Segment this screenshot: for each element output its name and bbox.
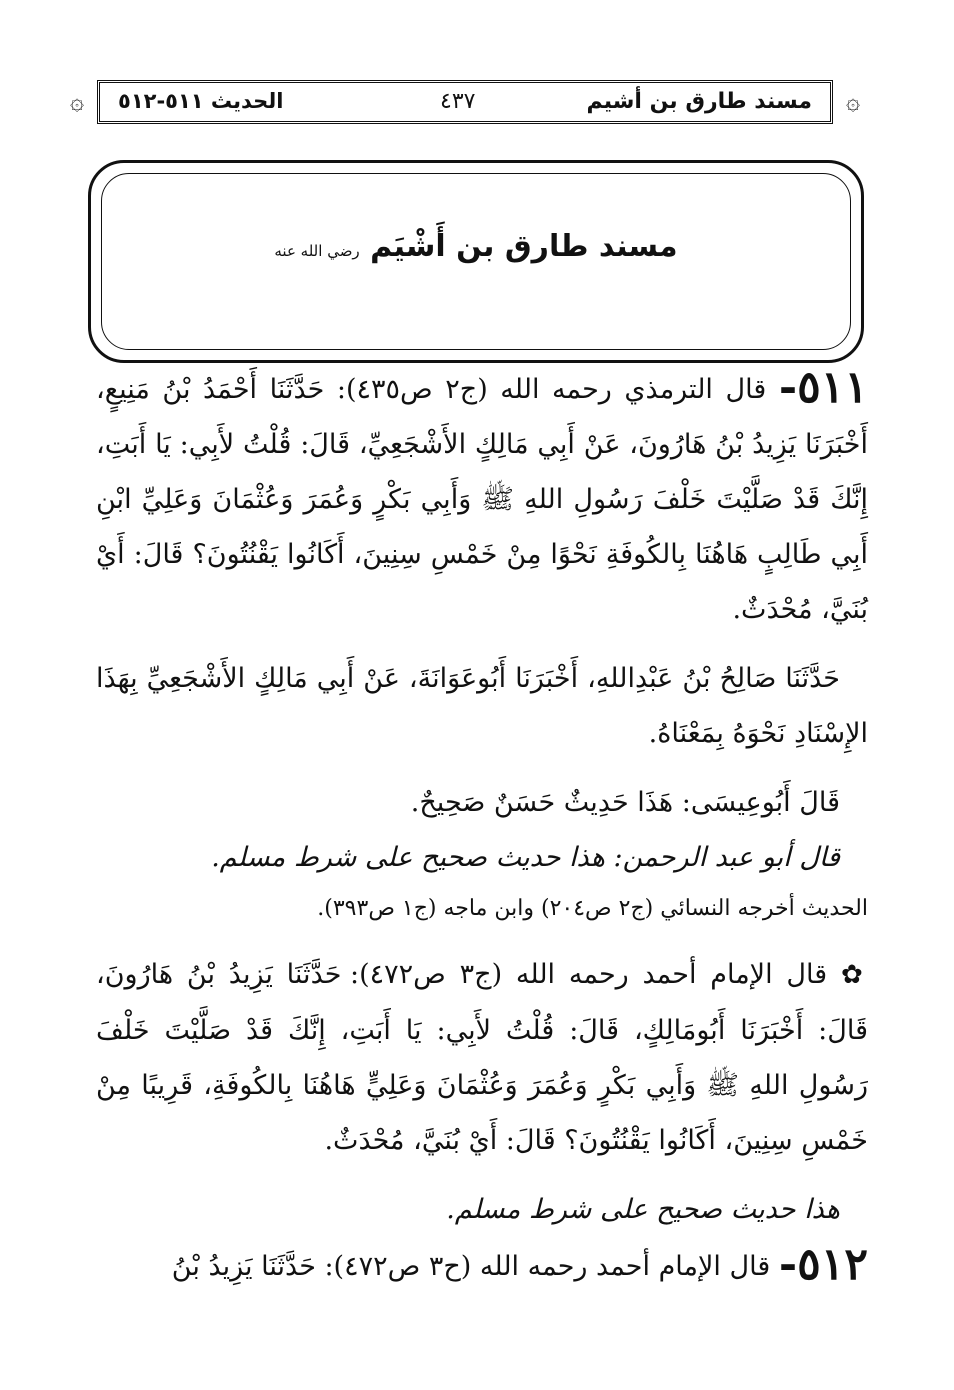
author-comment: هذا حديث صحيح على شرط مسلم. [446,1194,840,1225]
page-body [96,340,868,1294]
honorific: رضي الله عنه [274,242,360,260]
flower-icon: ✿ [840,960,868,990]
hadith-511-ahmad [96,947,868,1168]
hadith-text: قال الإمام أحمد رحمه الله (ح٣ ص٤٧٢): حَدَّثَنَا يَزِيدُ بْنُ [171,1251,771,1282]
running-header [70,80,860,124]
author-comment: قال أبو عبد الرحمن: هذا حديث صحيح على شرط مسلم. [211,842,840,873]
ornament-icon: ۞ [845,87,860,115]
hadith-text: قال الإمام أحمد رحمه الله (ج٣ ص٤٧٢): حَدَّثَنَا يَزِيدُ بْنُ هَارُونَ، قَالَ: أَخْبَرَنَا أَبُومَالِكٍ، قَالَ: قُلْتُ لأَبِي: يَا أَبَتِ، إِنَّكَ قَدْ صَلَّيْتَ خَلْفَ رَسُولِ اللهِ ﷺ وَأَبِي بَكْرٍ وَعُمَرَ وَعُثْمَانَ وَعَلِيٍّ هَاهُنَا بِالكُوفَةِ، قَرِيبًا مِنْ خَمْسِ سِنِينَ، أَكَانُوا يَقْنُتُونَ؟ قَالَ: أَيْ بُنَيَّ، مُحْدَثٌ. [96,959,868,1156]
hadith-511-main [96,360,868,637]
hadith-range: الحديث ٥١١-٥١٢ [118,89,284,113]
hadith-511-chain: حَدَّثَنَا صَالِحُ بْنُ عَبْدِاللهِ، أَخْبَرَنَا أَبُوعَوَانَةَ، عَنْ أَبِي مَالِكٍ الأَشْجَعِيِّ بِهَذَا الإِسْنَادِ نَحْوَهُ بِمَعْنَاهُ. [96,663,868,749]
hadith-text: قال الترمذي رحمه الله (ج٢ ص٤٣٥): حَدَّثَنَا أَحْمَدُ بْنُ مَنِيعٍ، أَخْبَرَنَا يَزِيدُ بْنُ هَارُونَ، عَنْ أَبِي مَالِكٍ الأَشْجَعِيِّ، قَالَ: قُلْتُ لأَبِي: يَا أَبَتِ، إِنَّكَ قَدْ صَلَّيْتَ خَلْفَ رَسُولِ اللهِ ﷺ وَأَبِي بَكْرٍ وَعُمَرَ وَعُثْمَانَ وَعَلِيِّ ابْنِ أَبِي طَالِبٍ هَاهُنَا بِالكُوفَةِ نَحْوًا مِنْ خَمْسِ سِنِينَ، أَكَانُوا يَقْنُتُونَ؟ قَالَ: أَيْ بُنَيَّ، مُحْدَثٌ. [96,374,868,625]
section-title [91,229,861,264]
ornament-icon: ۞ [70,87,85,115]
section-title-frame [88,160,864,363]
book-title: مسند طارق بن أشيم [586,89,812,114]
section-title-text: مسند طارق بن أَشْيَم [370,229,678,264]
hadith-512-main [96,1237,868,1294]
takhrij-note: الحديث أخرجه النسائي (ج٢ ص٢٠٤) وابن ماجه (ج١ ص٣٩٣). [317,896,868,921]
hadith-number: ٥١١- [778,362,868,413]
page-number: ٤٣٧ [440,89,476,114]
hadith-number: ٥١٢- [778,1239,868,1290]
hadith-511-grading: قَالَ أَبُوعِيسَى: هَذَا حَدِيثٌ حَسَنٌ صَحِيحٌ. [410,787,840,818]
